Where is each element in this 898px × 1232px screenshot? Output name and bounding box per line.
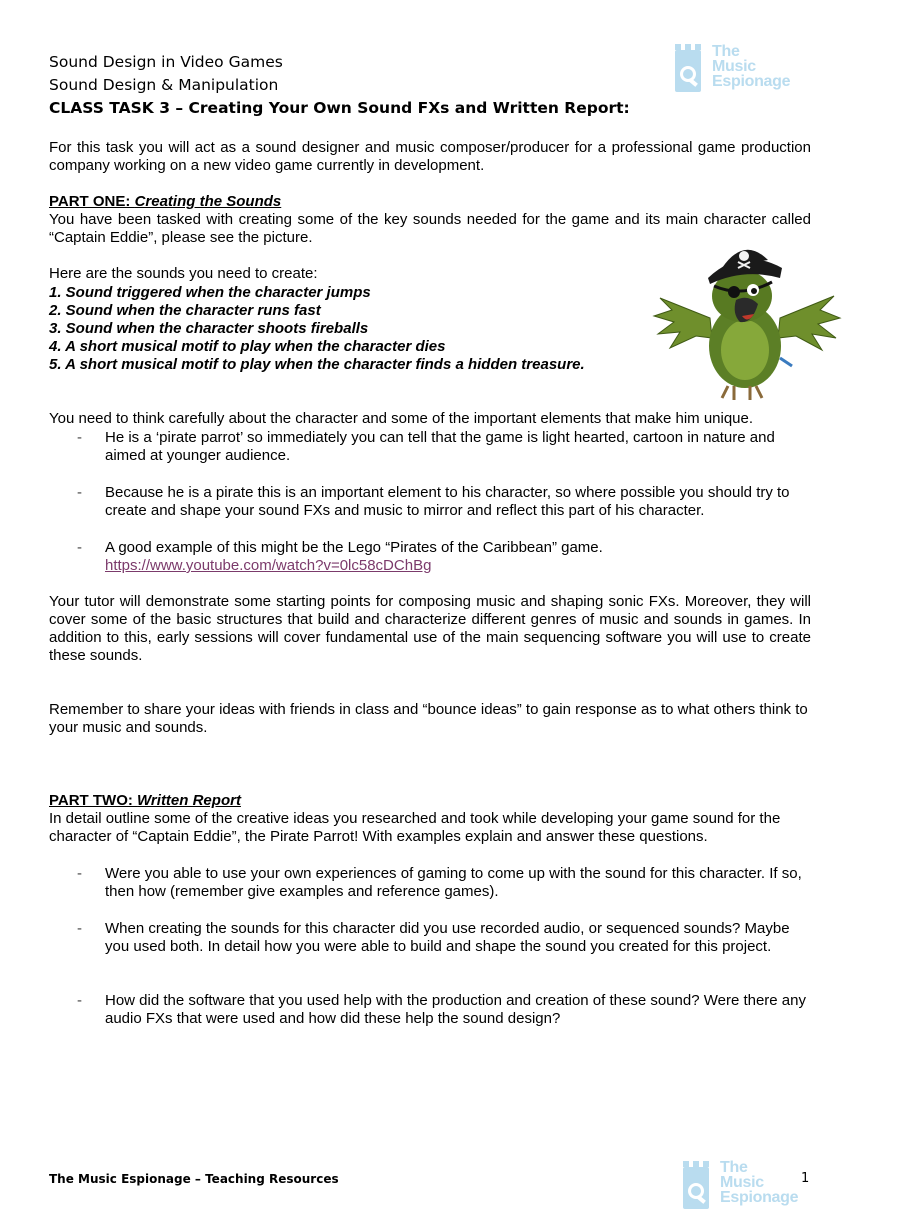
logo-text-line-2: Music: [712, 58, 756, 75]
tutor-paragraph: Your tutor will demonstrate some starting points for composing music and shaping sonic FXs. Moreover, they will cover some of the basic structures that build and characterize different genres of music and sounds in games. In addition to this, early sessions will cover fundamental use of the main sequencing software you will use to create these sounds.: [49, 593, 811, 664]
part-two-heading-label: PART TWO:: [49, 792, 138, 809]
logo-text-line-3: Espionage: [720, 1189, 799, 1206]
character-bullet: Because he is a pirate this is an important element to his character, so where possible you should try to create and shape your sound FXs and music to mirror and reflect this part of his character.: [105, 484, 790, 519]
report-question: How did the software that you used help with the production and creation of these sound? Were there any audio FXs that were used and how did these help the sound design?: [105, 992, 806, 1027]
report-question: When creating the sounds for this character did you use recorded audio, or sequenced sounds? Maybe you used both. In detail how you were able to build and shape the sound you created for this project.: [105, 920, 790, 955]
bullet-dash: -: [77, 992, 82, 1009]
sounds-list-item: 3. Sound when the character shoots fireballs: [49, 320, 369, 337]
part-one-paragraph: You have been tasked with creating some of the key sounds needed for the game and its main character called “Captain Eddie”, please see the picture.: [49, 211, 811, 246]
character-elements-intro: You need to think carefully about the character and some of the important elements that make him unique.: [49, 410, 754, 427]
sounds-list-item: 4. A short musical motif to play when the character dies: [49, 338, 446, 355]
part-one-heading: [49, 193, 811, 211]
part-one-heading-label: PART ONE:: [49, 193, 135, 210]
character-bullet-text: A good example of this might be the Lego “Pirates of the Caribbean” game.: [105, 539, 603, 556]
logo-text-line-3: Espionage: [712, 73, 791, 90]
sounds-list-item: 5. A short musical motif to play when the character finds a hidden treasure.: [49, 356, 585, 373]
part-two-heading: [49, 792, 811, 810]
page-number: 1: [801, 1171, 810, 1186]
sounds-list-intro: Here are the sounds you need to create:: [49, 265, 318, 282]
intro-paragraph: For this task you will act as a sound designer and music composer/producer for a professional game production company working on a new video game currently in development.: [49, 139, 811, 174]
doc-title-line-2: Sound Design & Manipulation: [49, 76, 279, 94]
footer-text: The Music Espionage – Teaching Resources: [49, 1172, 339, 1186]
bullet-dash: -: [77, 429, 82, 446]
captain-eddie-parrot-image: [652, 238, 842, 403]
logo-castle-icon: [682, 1160, 718, 1212]
music-espionage-logo: [674, 44, 804, 94]
logo-text-line-1: The: [712, 43, 740, 60]
youtube-link[interactable]: https://www.youtube.com/watch?v=0lc58cDChBg: [105, 557, 432, 574]
character-bullet: [105, 539, 815, 575]
logo-castle-icon: [674, 44, 710, 94]
logo-text-line-1: The: [720, 1159, 748, 1176]
part-two-paragraph: In detail outline some of the creative ideas you researched and took while developing your game sound for the character of “Captain Eddie”, the Pirate Parrot! With examples explain and answer these questions.: [49, 810, 781, 845]
report-question: Were you able to use your own experiences of gaming to come up with the sound for this character. If so, then how (remember give examples and reference games).: [105, 865, 802, 900]
part-one-heading-title: Creating the Sounds: [134, 193, 282, 210]
bullet-dash: -: [77, 539, 82, 556]
bullet-dash: -: [77, 865, 82, 882]
part-two-heading-title: Written Report: [137, 792, 241, 809]
share-ideas-paragraph: Remember to share your ideas with friends in class and “bounce ideas” to gain response as to what others think to your music and sounds.: [49, 701, 808, 736]
doc-title-line-1: Sound Design in Video Games: [49, 53, 283, 71]
sounds-list-item: 1. Sound triggered when the character jumps: [49, 284, 371, 301]
footer-logo: [682, 1160, 812, 1212]
bullet-dash: -: [77, 484, 82, 501]
bullet-dash: -: [77, 920, 82, 937]
sounds-list-item: 2. Sound when the character runs fast: [49, 302, 321, 319]
logo-text-line-2: Music: [720, 1174, 764, 1191]
character-bullet: He is a ‘pirate parrot’ so immediately you can tell that the game is light hearted, cartoon in nature and aimed at younger audience.: [105, 429, 775, 464]
doc-title-line-3: CLASS TASK 3 – Creating Your Own Sound FXs and Written Report:: [49, 99, 630, 117]
